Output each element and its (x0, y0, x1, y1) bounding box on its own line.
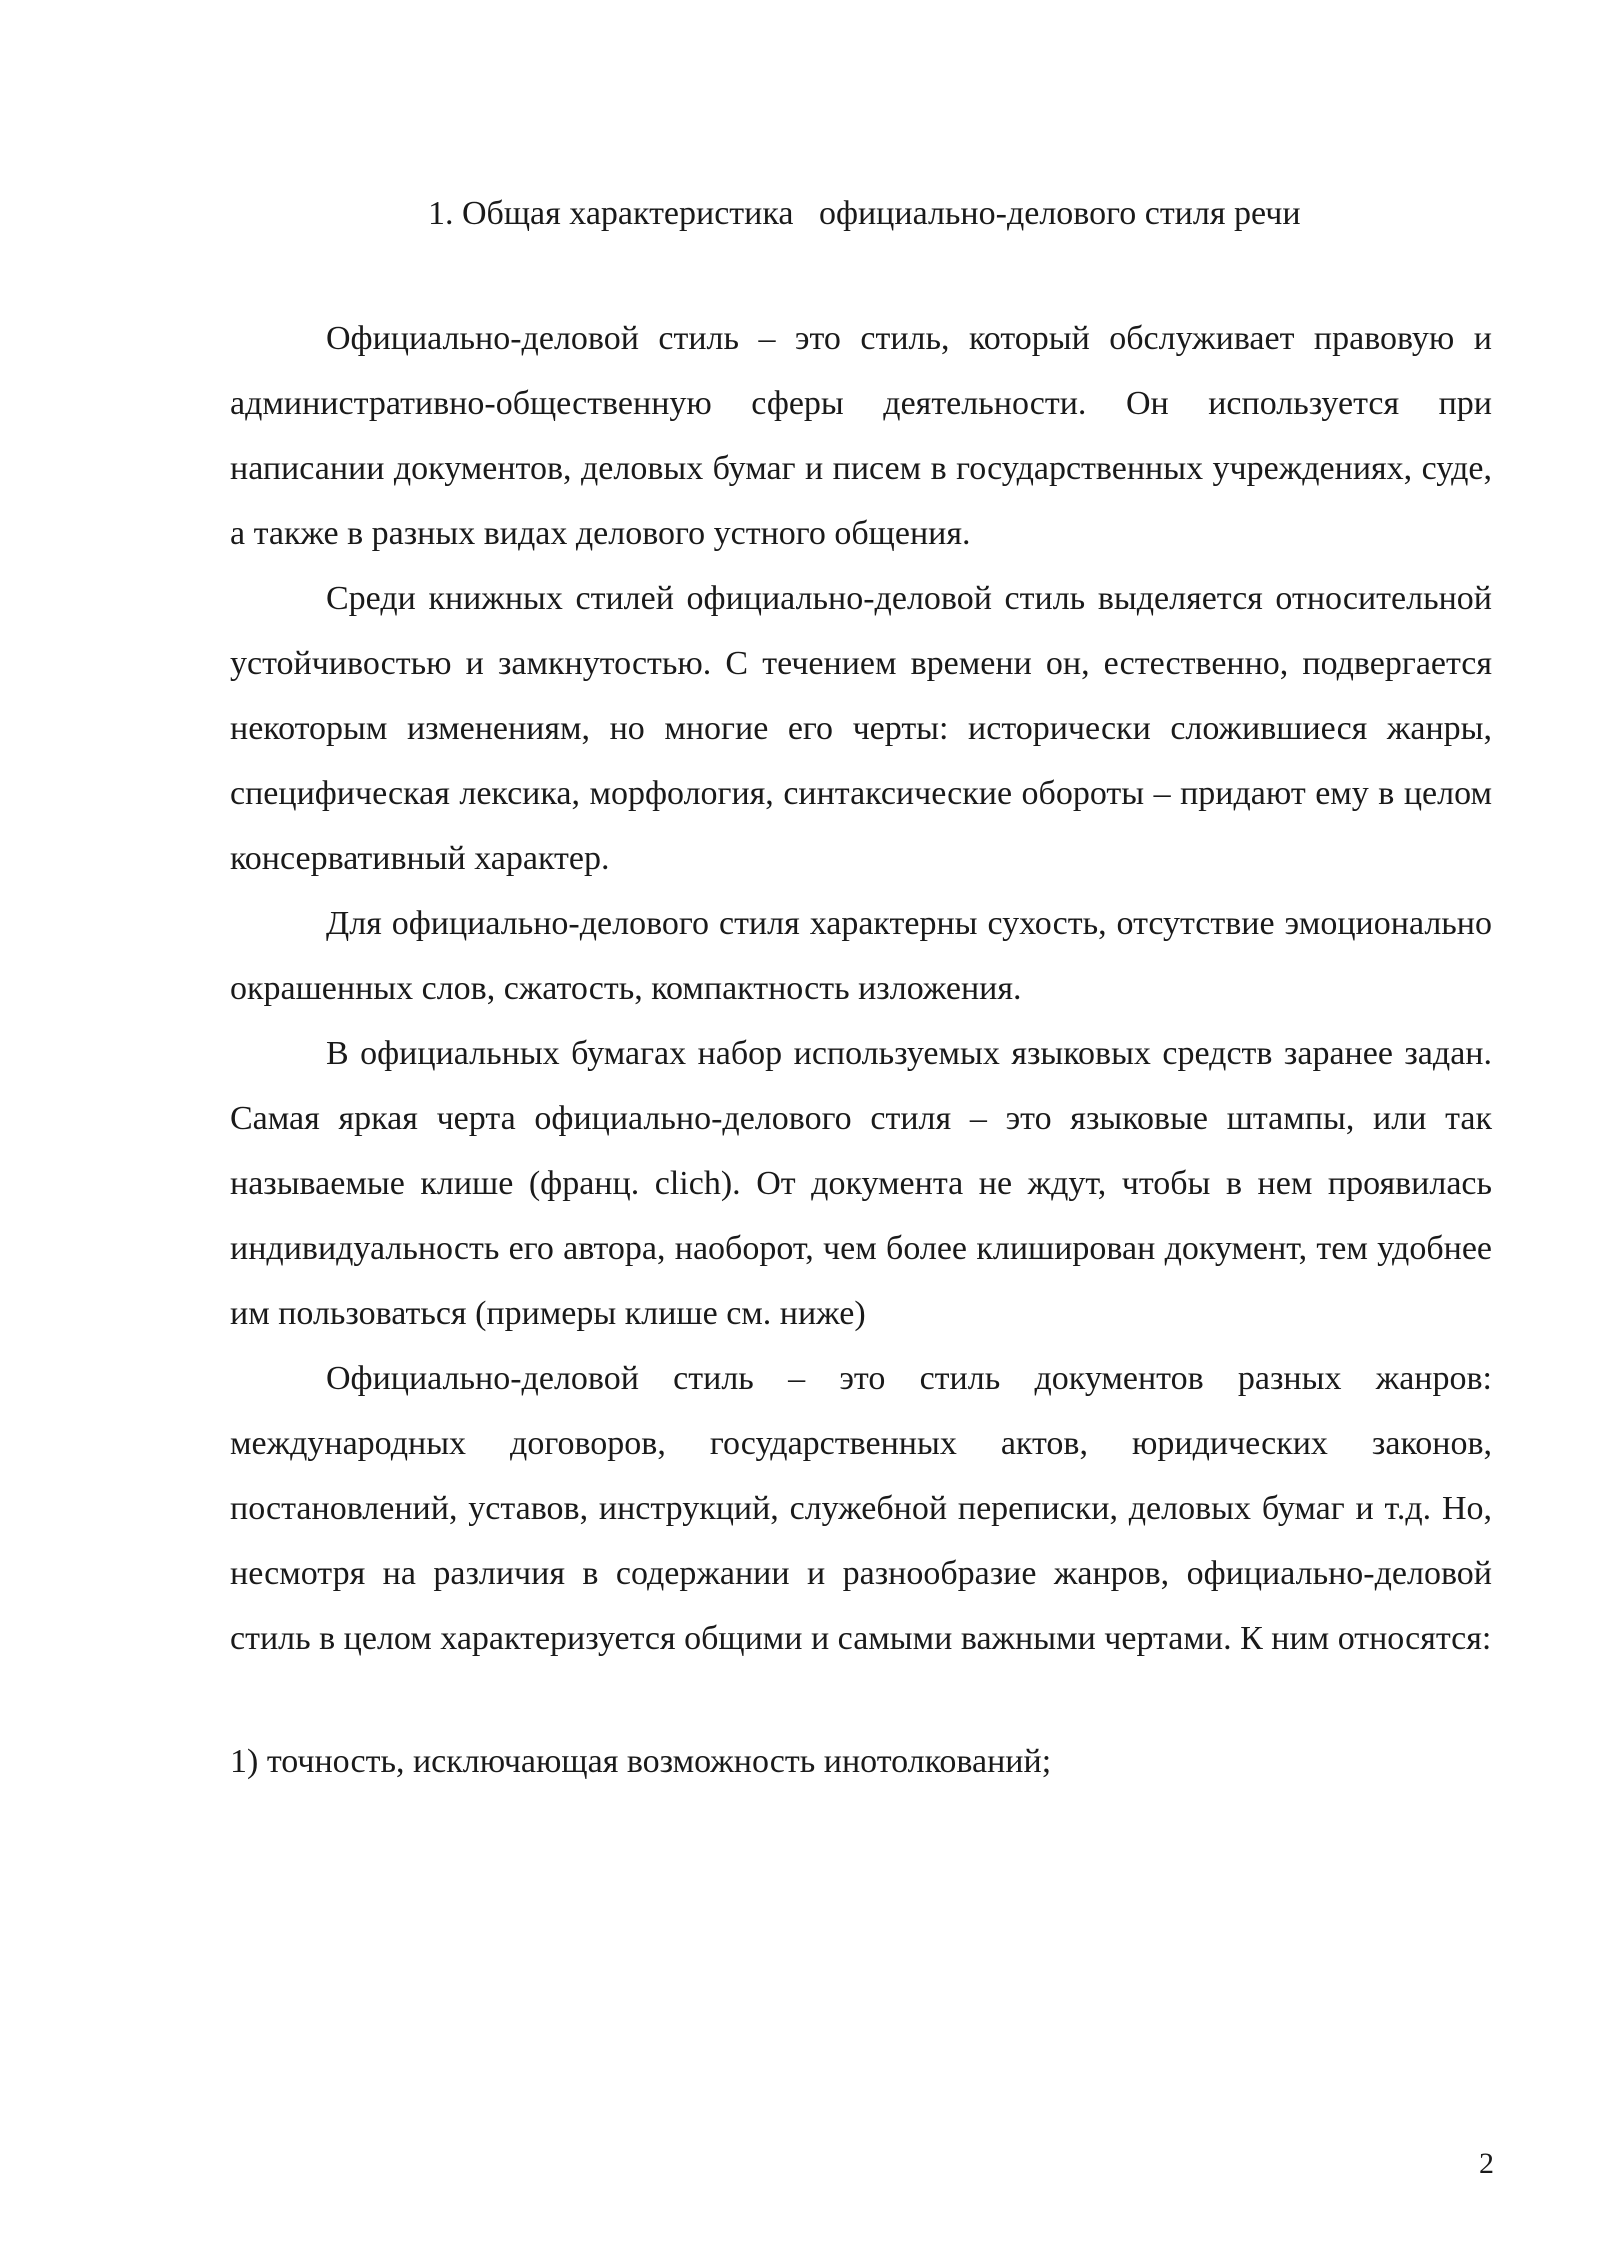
section-heading: 1. Общая характеристика официально-делового стиля речи (428, 195, 1301, 232)
page-content (230, 186, 1492, 1794)
paragraph-2: Среди книжных стилей официально-деловой стиль выделяется относительной устойчивостью и замкнутостью. С течением времени он, естественно, подвергается некоторым изменениям, но многие его черты: исторически сложившиеся жанры, специфическая лексика, морфология, синтаксические обороты – придают ему в целом консервативный характер. (230, 580, 1492, 877)
list-item-1: 1) точность, исключающая возможность инотолкований; (230, 1743, 1052, 1780)
paragraph-3: Для официально-делового стиля характерны сухость, отсутствие эмоционально окрашенных слов, сжатость, компактность изложения. (230, 905, 1492, 1007)
page-number: 2 (1479, 2147, 1494, 2180)
paragraph-4: В официальных бумагах набор используемых языковых средств заранее задан. Самая яркая черта официально-делового стиля – это языковые штампы, или так называемые клише (франц. clich). От документа не ждут, чтобы в нем проявилась индивидуальность его автора, наоборот, чем более клиширован документ, тем удобнее им пользоваться (примеры клише см. ниже) (230, 1035, 1492, 1332)
paragraph-1: Официально-деловой стиль – это стиль, который обслуживает правовую и административно-общественную сферы деятельности. Он используется при написании документов, деловых бумаг и писем в государственных учреждениях, суде, а также в разных видах делового устного общения. (230, 320, 1492, 552)
paragraph-5: Официально-деловой стиль – это стиль документов разных жанров: международных договоров, государственных актов, юридических законов, постановлений, уставов, инструкций, служебной переписки, деловых бумаг и т.д. Но, несмотря на различия в содержании и разнообразие жанров, официально-деловой стиль в целом характеризуется общими и самыми важными чертами. К ним относятся: (230, 1360, 1492, 1657)
